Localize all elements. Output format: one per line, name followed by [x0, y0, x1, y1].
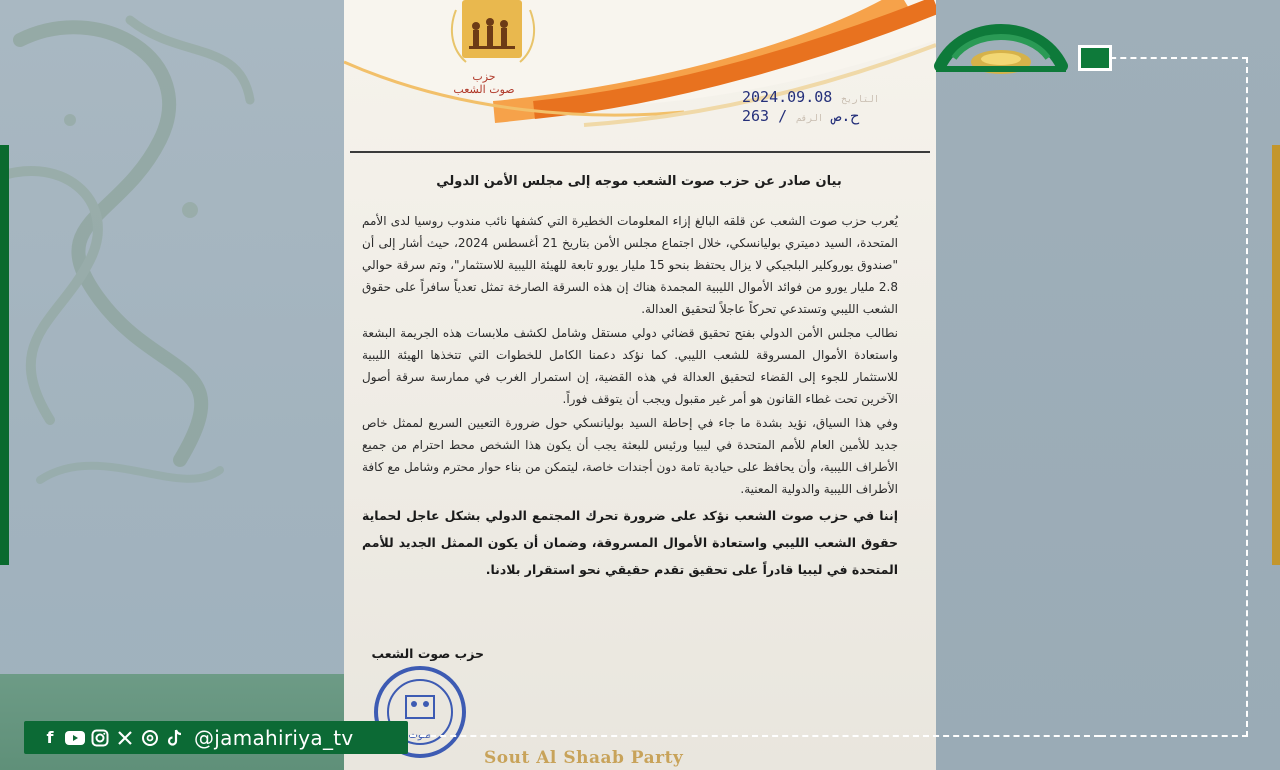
paragraph-3: وفي هذا السياق، نؤيد بشدة ما جاء في إحاطة السيد بوليانسكي حول ضرورة التعيين السريع لممثل خاص جديد للأمين العام للأمم المتحدة في ليبيا ورئيس للبعثة يجب أن يكون هذا الشخص محط احترام من جميع الأطراف الليبية، وأن يحافظ على حيادية تامة دون أجندات خاصة، ليتمكن من بناء حوار محترم وشامل مع كافة الأطراف الليبية والدولية المعنية.: [362, 416, 898, 496]
x-icon[interactable]: [115, 728, 135, 748]
youtube-icon[interactable]: [65, 728, 85, 748]
stamp-text: صوت: [408, 730, 432, 741]
paragraph-2: نطالب مجلس الأمن الدولي بفتح تحقيق قضائي دولي مستقل وشامل لكشف ملابسات هذه الجريمة البشعة واستعادة الأموال المسروقة للشعب الليبي. كما نؤكد دعمنا الكامل للخطوات التي تتخذها الهيئة الليبية للاستثمار للجوء إلى القضاء لتحقيق العدالة في هذه القضية، إن استمرار الغرب في ممارسة سرقة أصول الآخرين تحت غطاء القانون هو أمر غير مقبول ويجب أن يتوقف فوراً.: [362, 326, 898, 406]
dashed-frame: [1100, 57, 1248, 737]
document-page: [344, 0, 936, 770]
reference-label: الرقم: [796, 113, 824, 124]
tiktok-icon[interactable]: [165, 728, 185, 748]
paragraph-1: يُعرب حزب صوت الشعب عن قلقه البالغ إزاء المعلومات الخطيرة التي كشفها نائب مندوب روسيا لدى الأمم المتحدة، السيد دميتري بوليانسكي، خلال اجتماع مجلس الأمن بتاريخ 21 أغسطس 2024، حيث أشار إلى أن "صندوق يوروكلير البلجيكي لا يزال يحتفظ بنحو 15 مليار يورو تابعة للهيئة الليبية للاستثمار"، وتم سرقة حوالي 2.8 مليار يورو من فوائد الأموال الليبية المجمدة هناك إن هذه السرقة الصارخة تمثل تعدياً سافراً على حقوق الشعب الليبي وتستدعي تحركاً عاجلاً لتحقيق العدالة.: [362, 214, 898, 316]
date-reference-block: [742, 88, 882, 126]
logo-text-line1: حزب: [472, 70, 496, 83]
document-letterhead-graphic: [344, 0, 936, 150]
threads-icon[interactable]: [140, 728, 160, 748]
party-logo-text: [449, 70, 519, 96]
statement-body: [362, 210, 898, 585]
green-square-badge: [1078, 45, 1112, 71]
logo-text-line2: صوت الشعب: [453, 83, 515, 97]
facebook-icon[interactable]: f: [46, 728, 54, 747]
left-accent-stripe: [0, 145, 9, 565]
social-media-bar: [24, 721, 408, 754]
header-divider: [350, 151, 930, 153]
dashed-frame-bottom: [410, 735, 1100, 737]
signature: حزب صوت الشعب: [371, 646, 484, 661]
date-label: التاريخ: [841, 95, 880, 105]
statement-title: بيان صادر عن حزب صوت الشعب موجه إلى مجلس الأمن الدولي: [436, 174, 842, 189]
right-accent-stripe: [1272, 145, 1280, 565]
social-handle[interactable]: @jamahiriya_tv: [194, 725, 354, 750]
left-background-panel: [0, 0, 344, 770]
reference-value: 263 / ح.ص: [742, 106, 860, 125]
date-value: 2024.09.08: [742, 88, 833, 106]
channel-logo: [934, 8, 1068, 74]
arabic-calligraphy-decoration: [0, 0, 280, 560]
instagram-icon[interactable]: [90, 728, 110, 748]
paragraph-4: إننا في حزب صوت الشعب نؤكد على ضرورة تحرك المجتمع الدولي بشكل عاجل لحماية حقوق الشعب الليبي واستعادة الأموال المسروقة، وضمان أن يكون الممثل الجديد للأمم المتحدة في ليبيا قادراً على تحقيق تقدم حقيقي نحو استقرار بلادنا.: [362, 508, 898, 577]
document-footer: Sout Al Shaab Party: [484, 748, 684, 768]
